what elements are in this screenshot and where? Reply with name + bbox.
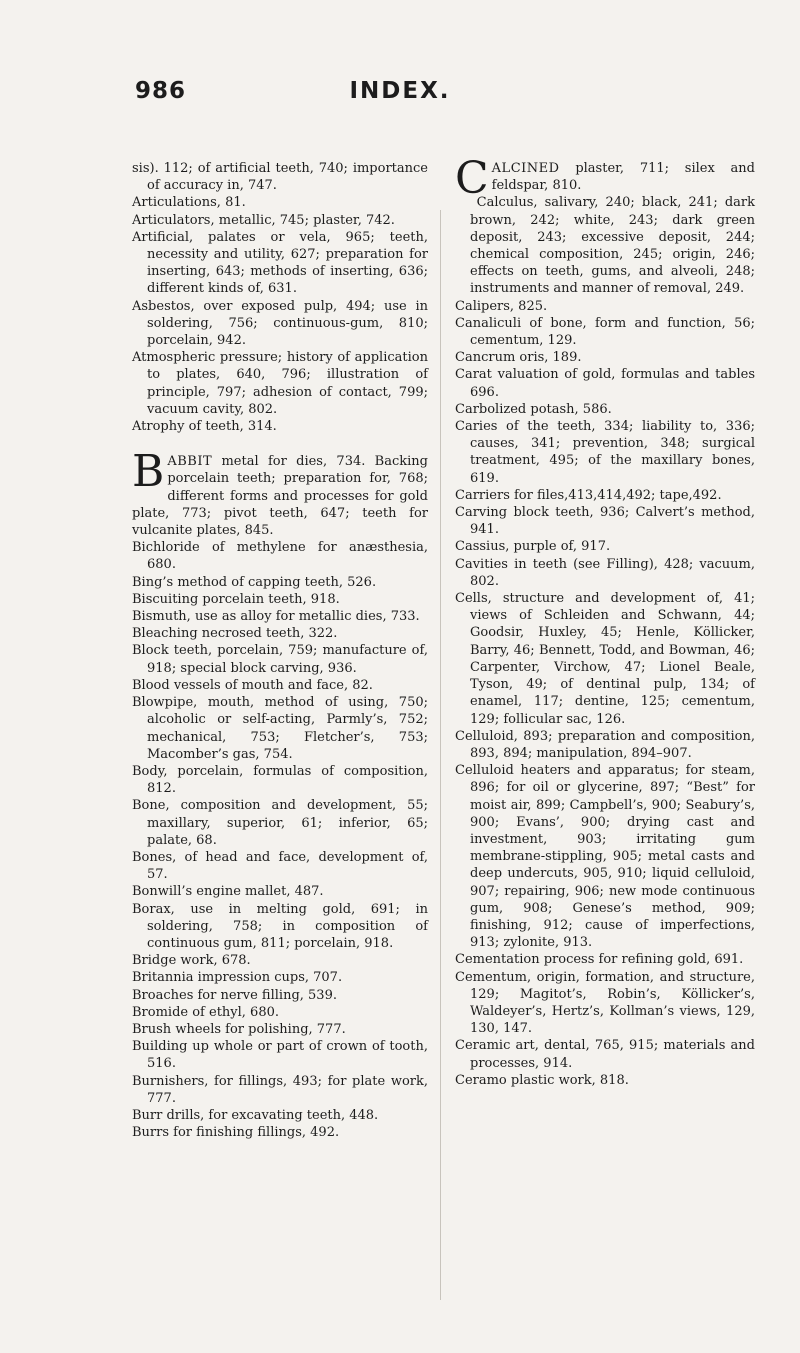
entry-text: Body, porcelain, formulas of composition, 812. [132, 763, 428, 797]
index-entry [455, 951, 755, 968]
entry-text: Bichloride of methylene for anæsthesia, 680. [132, 540, 428, 573]
entry-text: Asbestos, over exposed pulp, 494; use in soldering, 756; continuous-gum, 810; porcelain, 942. [132, 298, 428, 349]
entry-text: Burnishers, for fillings, 493; for plate work, 777. [132, 1073, 428, 1106]
entry-text: Calculus, salivary, 240; black, 241; dark brown, 242; white, 243; dark green deposit, 243; excessive deposit, 244; chemical composition, 245; origin, 246; effects on teeth, gums, and alveoli, 248; instruments and manner of removal, 249. [470, 195, 755, 297]
index-entry [132, 1124, 428, 1141]
index-entry [132, 298, 428, 350]
index-entry [455, 153, 755, 204]
index-entry [132, 987, 428, 1004]
entry-lead-word: ABBIT [167, 454, 213, 470]
entry-text: Cementation process for refining gold, 691. [455, 952, 744, 968]
entry-text: Blood vessels of mouth and face, 82. [132, 677, 373, 693]
index-entry [132, 677, 428, 694]
entry-text: Calipers, 825. [455, 298, 548, 314]
entry-text: Bleaching necrosed teeth, 322. [132, 626, 338, 642]
entry-text: Articulators, metallic, 745; plaster, 742. [132, 212, 395, 228]
index-entry [455, 401, 755, 418]
entry-text: Block teeth, porcelain, 759; manufacture of, 918; special block carving, 936. [132, 643, 428, 676]
index-entry [132, 418, 428, 435]
index-entry [455, 728, 755, 762]
index-entry [132, 642, 428, 676]
index-entry [132, 591, 428, 608]
index-entry [132, 763, 428, 797]
index-entry [455, 1037, 755, 1071]
index-entry [455, 969, 755, 1038]
entry-text: Artificial, palates or vela, 965; teeth, necessity and utility, 627; preparation for inserting, 643; methods of inserting, 636; different kinds of, 631. [132, 229, 428, 297]
index-entry [132, 160, 428, 194]
entry-text: Celluloid heaters and apparatus; for steam, 896; for oil or glycerine, 897; “Best” for moist air, 899; Campbell’s, 900; Seabury’s, 900; Evans’, 900; drying cast and investment, 903; irritating gum membrane-stippling, 905; metal casts and deep undercuts, 905, 910; liquid celluloid, 907; repairing, 906; new mode continuous gum, 908; Genese’s method, 909; finishing, 912; cause of imperfections, 913; zylonite, 913. [455, 763, 755, 951]
index-entry [132, 574, 428, 591]
index-entry [455, 504, 755, 538]
entry-text: Bridge work, 678. [132, 953, 251, 969]
column-divider [440, 210, 441, 1300]
entry-text: Cavities in teeth (see Filling), 428; vacuum, 802. [455, 556, 755, 589]
entry-text: Cassius, purple of, 917. [455, 539, 611, 555]
entry-text: Biscuiting porcelain teeth, 918. [132, 591, 340, 607]
entry-text: Building up whole or part of crown of tooth, 516. [132, 1039, 428, 1072]
entry-text: Carbolized potash, 586. [455, 401, 612, 417]
entry-text: Borax, use in melting gold, 691; in soldering, 758; in composition of continuous gum, 811; porcelain, 918. [132, 901, 428, 951]
index-entry [132, 969, 428, 986]
entry-text: Atmospheric pressure; history of application to plates, 640, 796; illustration of principle, 797; adhesion of contact, 799; vacuum cavity, 802. [132, 350, 428, 417]
entry-text: metal for dies, 734. Backing porcelain teeth; preparation for, 768; different forms and processes for gold plate, 773; pivot teeth, 647; teeth for vulcanite plates, 845. [132, 454, 428, 539]
entry-text: sis). 112; of artificial teeth, 740; importance of accuracy in, 747. [132, 161, 428, 194]
entry-text: Atrophy of teeth, 314. [132, 419, 277, 435]
entry-text: Bromide of ethyl, 680. [132, 1004, 279, 1020]
entry-text: Broaches for nerve filling, 539. [132, 987, 337, 1003]
index-entry [132, 952, 428, 969]
entry-text: Cancrum oris, 189. [455, 350, 582, 366]
right-column [455, 153, 755, 1089]
entry-text: Celluloid, 893; preparation and composition, 893, 894; manipulation, 894–907. [455, 728, 755, 761]
index-entry [455, 298, 755, 315]
entry-text: Bone, composition and development, 55; maxillary, superior, 61; inferior, 65; palate, 68. [132, 798, 428, 848]
entry-text: Carriers for files,413,414,492; tape,492. [455, 487, 722, 503]
index-entry [455, 1072, 755, 1089]
index-entry [132, 539, 428, 573]
index-entry [132, 1021, 428, 1038]
entry-text: plaster, 711; silex and feldspar, 810. [491, 161, 755, 194]
entry-text: Cementum, origin, formation, and structure, 129; Magitot’s, Robin’s, Köllicker’s, Waldeyer’s, Hertz’s, Kollman’s views, 129, 130, 147. [455, 969, 755, 1037]
index-entry [132, 212, 428, 229]
index-entry [132, 1038, 428, 1072]
drop-cap: B [132, 446, 165, 498]
index-entry [132, 446, 428, 539]
page-number: 986 [135, 78, 187, 104]
index-entry [132, 229, 428, 298]
index-entry [455, 762, 755, 951]
index-entry [132, 1107, 428, 1124]
entry-lead-word: ALCINED [491, 161, 560, 176]
index-entry [132, 625, 428, 642]
entry-text: Bismuth, use as alloy for metallic dies, 733. [132, 609, 420, 625]
entry-text: Carving block teeth, 936; Calvert’s method, 941. [455, 505, 755, 538]
entry-text: Cells, structure and development of, 41; views of Schleiden and Schwann, 44; Goodsir, Huxley, 45; Henle, Köllicker, Barry, 46; Bennett, Todd, and Bowman, 46; Carpenter, Virchow, 47; Lionel Beale, Tyson, 49; of dentinal pulp, 134; of enamel, 117; dentine, 125; cementum, 129; follicular sac, 126. [455, 591, 755, 727]
index-entry [455, 315, 755, 349]
page-header [0, 78, 800, 118]
entry-text: Ceramic art, dental, 765, 915; materials and processes, 914. [455, 1038, 755, 1071]
drop-cap: C [455, 153, 489, 204]
entry-text: Bonwill’s engine mallet, 487. [132, 884, 324, 900]
entry-text: Bing’s method of capping teeth, 526. [132, 574, 377, 590]
entry-text: Britannia impression cups, 707. [132, 970, 343, 986]
index-entry [455, 487, 755, 504]
index-entry [132, 1073, 428, 1107]
index-entry [132, 194, 428, 211]
index-entry [455, 349, 755, 366]
index-entry [132, 694, 428, 763]
index-entry [455, 538, 755, 555]
index-entry [132, 849, 428, 883]
left-column [132, 160, 428, 1141]
index-entry [455, 366, 755, 400]
entry-text: Bones, of head and face, development of, 57. [132, 849, 428, 883]
entry-text: Carat valuation of gold, formulas and tables 696. [455, 367, 755, 400]
index-entry [132, 1004, 428, 1021]
index-entry [455, 418, 755, 487]
index-entry [455, 194, 755, 297]
entry-text: Caries of the teeth, 334; liability to, 336; causes, 341; prevention, 348; surgical treatment, 495; of the maxillary bones, 619. [455, 419, 755, 486]
index-entry [132, 608, 428, 625]
entry-text: Burr drills, for excavating teeth, 448. [132, 1107, 379, 1123]
entry-text: Burrs for finishing fillings, 492. [132, 1125, 340, 1141]
entry-text: Ceramo plastic work, 818. [455, 1072, 629, 1088]
entry-text: Canaliculi of bone, form and function, 56; cementum, 129. [455, 315, 755, 349]
index-entry [132, 901, 428, 953]
index-entry [132, 349, 428, 418]
index-entry [455, 556, 755, 590]
running-head: INDEX. [349, 78, 451, 104]
entry-text: Articulations, 81. [132, 195, 246, 211]
index-entry [455, 590, 755, 728]
index-entry [132, 797, 428, 849]
index-entry [132, 883, 428, 900]
entry-text: Blowpipe, mouth, method of using, 750; alcoholic or self-acting, Parmly’s, 752; mechanical, 753; Fletcher’s, 753; Macomber’s gas, 754. [132, 695, 428, 762]
entry-text: Brush wheels for polishing, 777. [132, 1021, 346, 1037]
